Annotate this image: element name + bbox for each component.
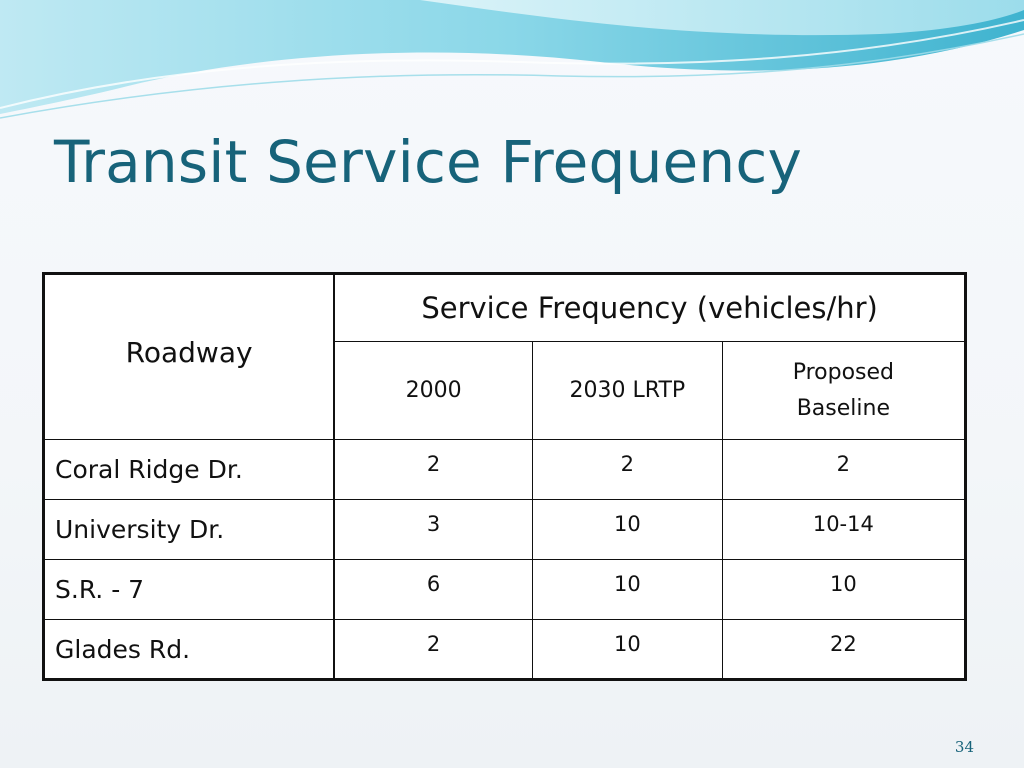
value-proposed-cell: 10 [722,560,965,620]
value-2000-cell: 3 [334,500,532,560]
table-row [44,620,966,680]
value-2030-cell: 10 [533,620,723,680]
table-row [44,560,966,620]
roadway-cell: University Dr. [44,500,335,560]
roadway-cell: Coral Ridge Dr. [44,440,335,500]
page-number: 34 [954,738,974,756]
frequency-table [42,272,967,681]
roadway-cell: S.R. - 7 [44,560,335,620]
value-2030-cell: 10 [533,500,723,560]
value-2000-cell: 6 [334,560,532,620]
value-proposed-cell: 22 [722,620,965,680]
table-row [44,500,966,560]
header-2030-lrtp: 2030 LRTP [533,342,723,440]
roadway-header: Roadway [44,274,335,440]
header-2000: 2000 [334,342,532,440]
value-2030-cell: 10 [533,560,723,620]
value-proposed-cell: 10-14 [722,500,965,560]
value-2000-cell: 2 [334,440,532,500]
value-2000-cell: 2 [334,620,532,680]
slide-title: Transit Service Frequency [54,128,802,196]
value-proposed-cell: 2 [722,440,965,500]
roadway-cell: Glades Rd. [44,620,335,680]
table-row [44,440,966,500]
header-proposed-baseline: Proposed Baseline [722,342,965,440]
value-2030-cell: 2 [533,440,723,500]
header-wave-decoration [0,0,1024,130]
service-frequency-header: Service Frequency (vehicles/hr) [334,274,965,342]
